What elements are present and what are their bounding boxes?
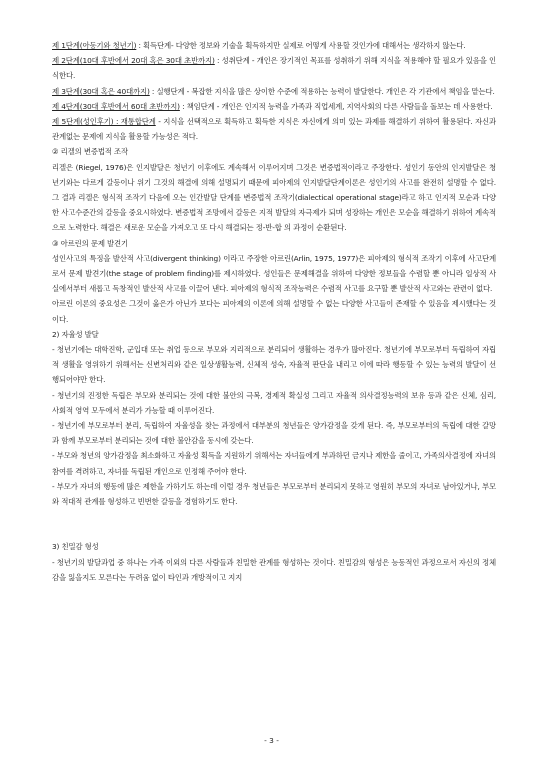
stage-2-label: 제 2단계(10대 후반에서 20대 혹은 30대 초반까지) bbox=[52, 56, 215, 66]
intimacy-heading: 3) 친밀감 형성 bbox=[52, 542, 99, 552]
stage-4-label: 제 4단계(30대 후반에서 60대 초반까지) bbox=[52, 101, 180, 111]
stage-1-label: 제 1단계(아동기와 청년기) bbox=[52, 41, 137, 50]
autonomy-item: - 청년기에 부모로부터 분리, 독립하여 자율성을 찾는 과정에서 대부분의 청년들은 양가감정을 갖게 된다. 즉, 부모로부터의 독립에 대한 갈망과 함께 부모로부터 분리되는 것에 대한 불안감을 동시에 갖는다. bbox=[52, 421, 496, 446]
arlin-heading: ③ 아르린의 문제 발견기 bbox=[52, 238, 128, 248]
arlin-paragraph-2: 아르린 이론의 중요성은 그것이 옳은가 아닌가 보다는 피아제의 이론에 의해 설명할 수 없는 다양한 사고들이 존재할 수 있음을 제시했다는 것이다. bbox=[52, 299, 496, 324]
intimacy-paragraph: - 청년기의 발달과업 중 하나는 가족 이외의 다른 사람들과 친밀한 관계를 형성하는 것이다. 친밀감의 형성은 능동적인 과정으로서 자신의 정체감을 잃을지도 모른다는 두려움 없이 타인과 개방적이고 지지 bbox=[52, 557, 496, 582]
arlin-paragraph-1: 성인사고의 특징을 발산적 사고(divergent thinking) 이라고 주장한 아르린(Arlin, 1975, 1977)은 피아제의 형식적 조작기 이후에 사고단계로서 문제 발견기(the stage of problem finding)를 제시하였다. 성인들은 문제해결을 위하여 다양한 정보들을 수렴할 뿐 아니라 일상적 사실에서부터 새롭고 독창적인 발산적 사고를 이끌어 낸다. 피아제의 형식적 조작능력은 수렴적 사고를 요구할 뿐 발산적 사고와는 관련이 없다. bbox=[52, 253, 496, 294]
document-body bbox=[52, 38, 496, 585]
autonomy-item: - 청년기에는 대학진학, 군입대 또는 취업 등으로 부모와 지리적으로 분리되어 생활하는 경우가 많아진다. 청년기에 부모로부터 독립하여 자립적 생활을 영위하기 위해서는 신변처리와 같은 일상생활능력, 신체적 성숙, 자율적 판단을 내리고 이에 따라 행동할 수 있는 능력의 발달이 선행되어야만 한다. bbox=[52, 345, 496, 385]
stage-2: 제 2단계(10대 후반에서 20대 혹은 30대 초반까지) : 성취단계 - 개인은 장기적인 목표를 성취하기 위해 지식을 적용해야 할 필요가 있음을 인식한다. bbox=[52, 56, 497, 81]
stage-5-label: 제 5단계(성인후기) : 재통합단계 bbox=[52, 117, 156, 127]
stage-1: 제 1단계(아동기와 청년기) : 획득단계- 다양한 정보와 기술을 획득하지만 실제로 어떻게 사용할 것인가에 대해서는 생각하지 않는다. bbox=[52, 41, 466, 50]
stage-3-label: 제 3단계(30대 혹은 40대까지) bbox=[52, 86, 150, 96]
stage-3: 제 3단계(30대 혹은 40대까지) : 실행단계 - 복잡한 지식을 많은 상이한 수준에 적용하는 능력이 발달한다. 개인은 각 기관에서 책임을 맡는다. bbox=[52, 86, 495, 96]
autonomy-item: - 부모가 자녀의 행동에 많은 제한을 가하기도 하는데 이럴 경우 청년들은 부모로부터 분리되지 못하고 영원히 부모의 자녀로 남아있거나, 부모와 적대적 관계를 형성하고 빈번한 갈등을 경험하기도 한다. bbox=[52, 481, 496, 507]
autonomy-heading: 2) 자율성 발달 bbox=[52, 329, 99, 339]
page-number: - 3 - bbox=[264, 736, 279, 745]
section-spacer bbox=[52, 509, 496, 539]
riegel-paragraph: 리겔은 (Riegel, 1976)은 인지발달은 청년기 이후에도 계속해서 이루어지며 그것은 변증법적이라고 주장한다. 성인기 동안의 인지발달은 청년기와는 다르게 갈등이나 위기 그것의 해결에 의해 설명되기 때문에 피아제의 인지발달단계이론은 성인기의 사고를 완전히 설명할 수 없다. 그 결과 리겔은 형식적 조작기 다음에 오는 인간발달 단계를 변증법적 조작기(dialectical operational stage)라고 하고 인지적 모순과 다양한 사고수준간의 갈등을 중요시하였다. 변증법적 조망에서 갈등은 지적 발달의 자극제가 되며 성장하는 개인은 모순을 해결하기 위하여 계속적으로 노력한다. 해결은 새로운 모순을 가져오고 또 다시 해결되는 정-반-합 의 과정이 순환된다. bbox=[52, 162, 496, 233]
autonomy-item: - 청년기의 진정한 독립은 부모와 분리되는 것에 대한 불안의 극복, 경제적 확실성 그리고 자율적 의사결정능력의 보유 등과 같은 신체, 심리, 사회적 영역 모두에서 분리가 가능할 때 이루어진다. bbox=[52, 390, 496, 415]
riegel-heading: ② 리겔의 변증법적 조작 bbox=[52, 147, 128, 157]
autonomy-item: - 부모와 청년의 양가감정을 최소화하고 자율성 획득을 지원하기 위해서는 자녀들에게 부과하던 금지나 제한을 줄이고, 가족의사결정에 자녀의 참여를 격려하고, 자녀를 독립된 개인으로 인정해 주어야 한다. bbox=[52, 451, 496, 476]
stage-5: 제 5단계(성인후기) : 재통합단계 - 지식을 선택적으로 획득하고 획득한 지식은 자신에게 의미 있는 과제를 해결하기 위하여 활용된다. 자신과 관계없는 문제에 지식을 활용할 가능성은 적다. bbox=[52, 117, 496, 142]
stage-4: 제 4단계(30대 후반에서 60대 초반까지) : 책임단계 - 개인은 인지적 능력을 가족과 직업세계, 지역사회의 다른 사람들을 돌보는 데 사용한다. bbox=[52, 101, 493, 111]
